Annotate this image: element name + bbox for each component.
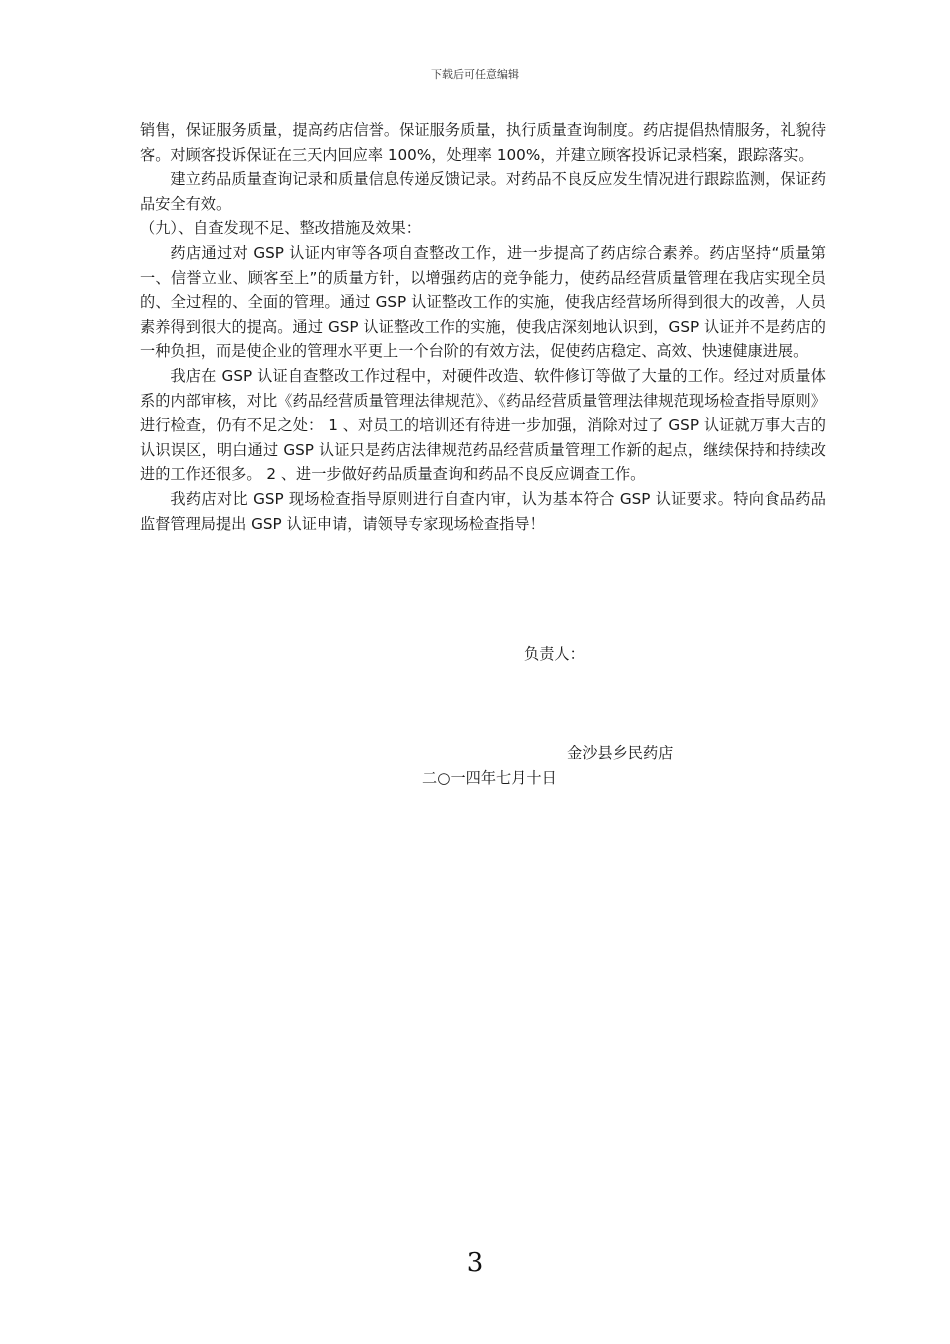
organization-name: 金沙县乡民药店 (567, 744, 674, 762)
document-body (140, 118, 826, 536)
header-note: 下载后可任意编辑 (431, 68, 519, 81)
document-date: 二○一四年七月十日 (422, 769, 557, 787)
paragraph-gsp-improvement: 药店通过对 GSP 认证内审等各项自查整改工作，进一步提高了药店综合素养。药店坚持“质量第一、信誉立业、顾客至上”的质量方针，以增强药店的竞争能力，使药品经营质量管理在我店实现全员的、全过程的、全面的管理。通过 GSP 认证整改工作的实施，使我店经营场所得到很大的改善，人员素养得到很大的提高。通过 GSP 认证整改工作的实施，使我店深刻地认识到，GSP 认证并不是药店的一种负担，而是使企业的管理水平更上一个台阶的有效方法，促使药店稳定、高效、快速健康进展。 (140, 243, 826, 361)
paragraph-service: 销售，保证服务质量，提高药店信誉。保证服务质量，执行质量查询制度。药店提倡热情服务，礼貌待客。对顾客投诉保证在三天内回应率 100%，处理率 100%，并建立顾客投诉记录档案，跟踪落实。 (140, 121, 826, 164)
paragraph-shortcomings: 我店在 GSP 认证自查整改工作过程中，对硬件改造、软件修订等做了大量的工作。经过对质量体系的内部审核，对比《药品经营质量管理法律规范》、《药品经营质量管理法律规范现场检查指导原则》进行检查，仍有不足之处： 1 、对员工的培训还有待进一步加强，消除对过了 GSP 认证就万事大吉的认识误区，明白通过 GSP 认证只是药店法律规范药品经营质量管理工作新的起点，继续保持和持续改进的工作还很多。 2 、进一步做好药品质量查询和药品不良反应调查工作。 (140, 366, 826, 484)
section-heading: （九）、自查发现不足、整改措施及效果： (140, 219, 421, 238)
paragraph-application: 我药店对比 GSP 现场检查指导原则进行自查内审，认为基本符合 GSP 认证要求。特向食品药品监督管理局提出 GSP 认证申请，请领导专家现场检查指导！ (140, 489, 826, 533)
signer-label: 负责人： (524, 645, 585, 663)
paragraph-quality-records: 建立药品质量查询记录和质量信息传递反馈记录。对药品不良反应发生情况进行跟踪监测，保证药品安全有效。 (140, 170, 826, 213)
page-number: 3 (466, 1248, 484, 1278)
